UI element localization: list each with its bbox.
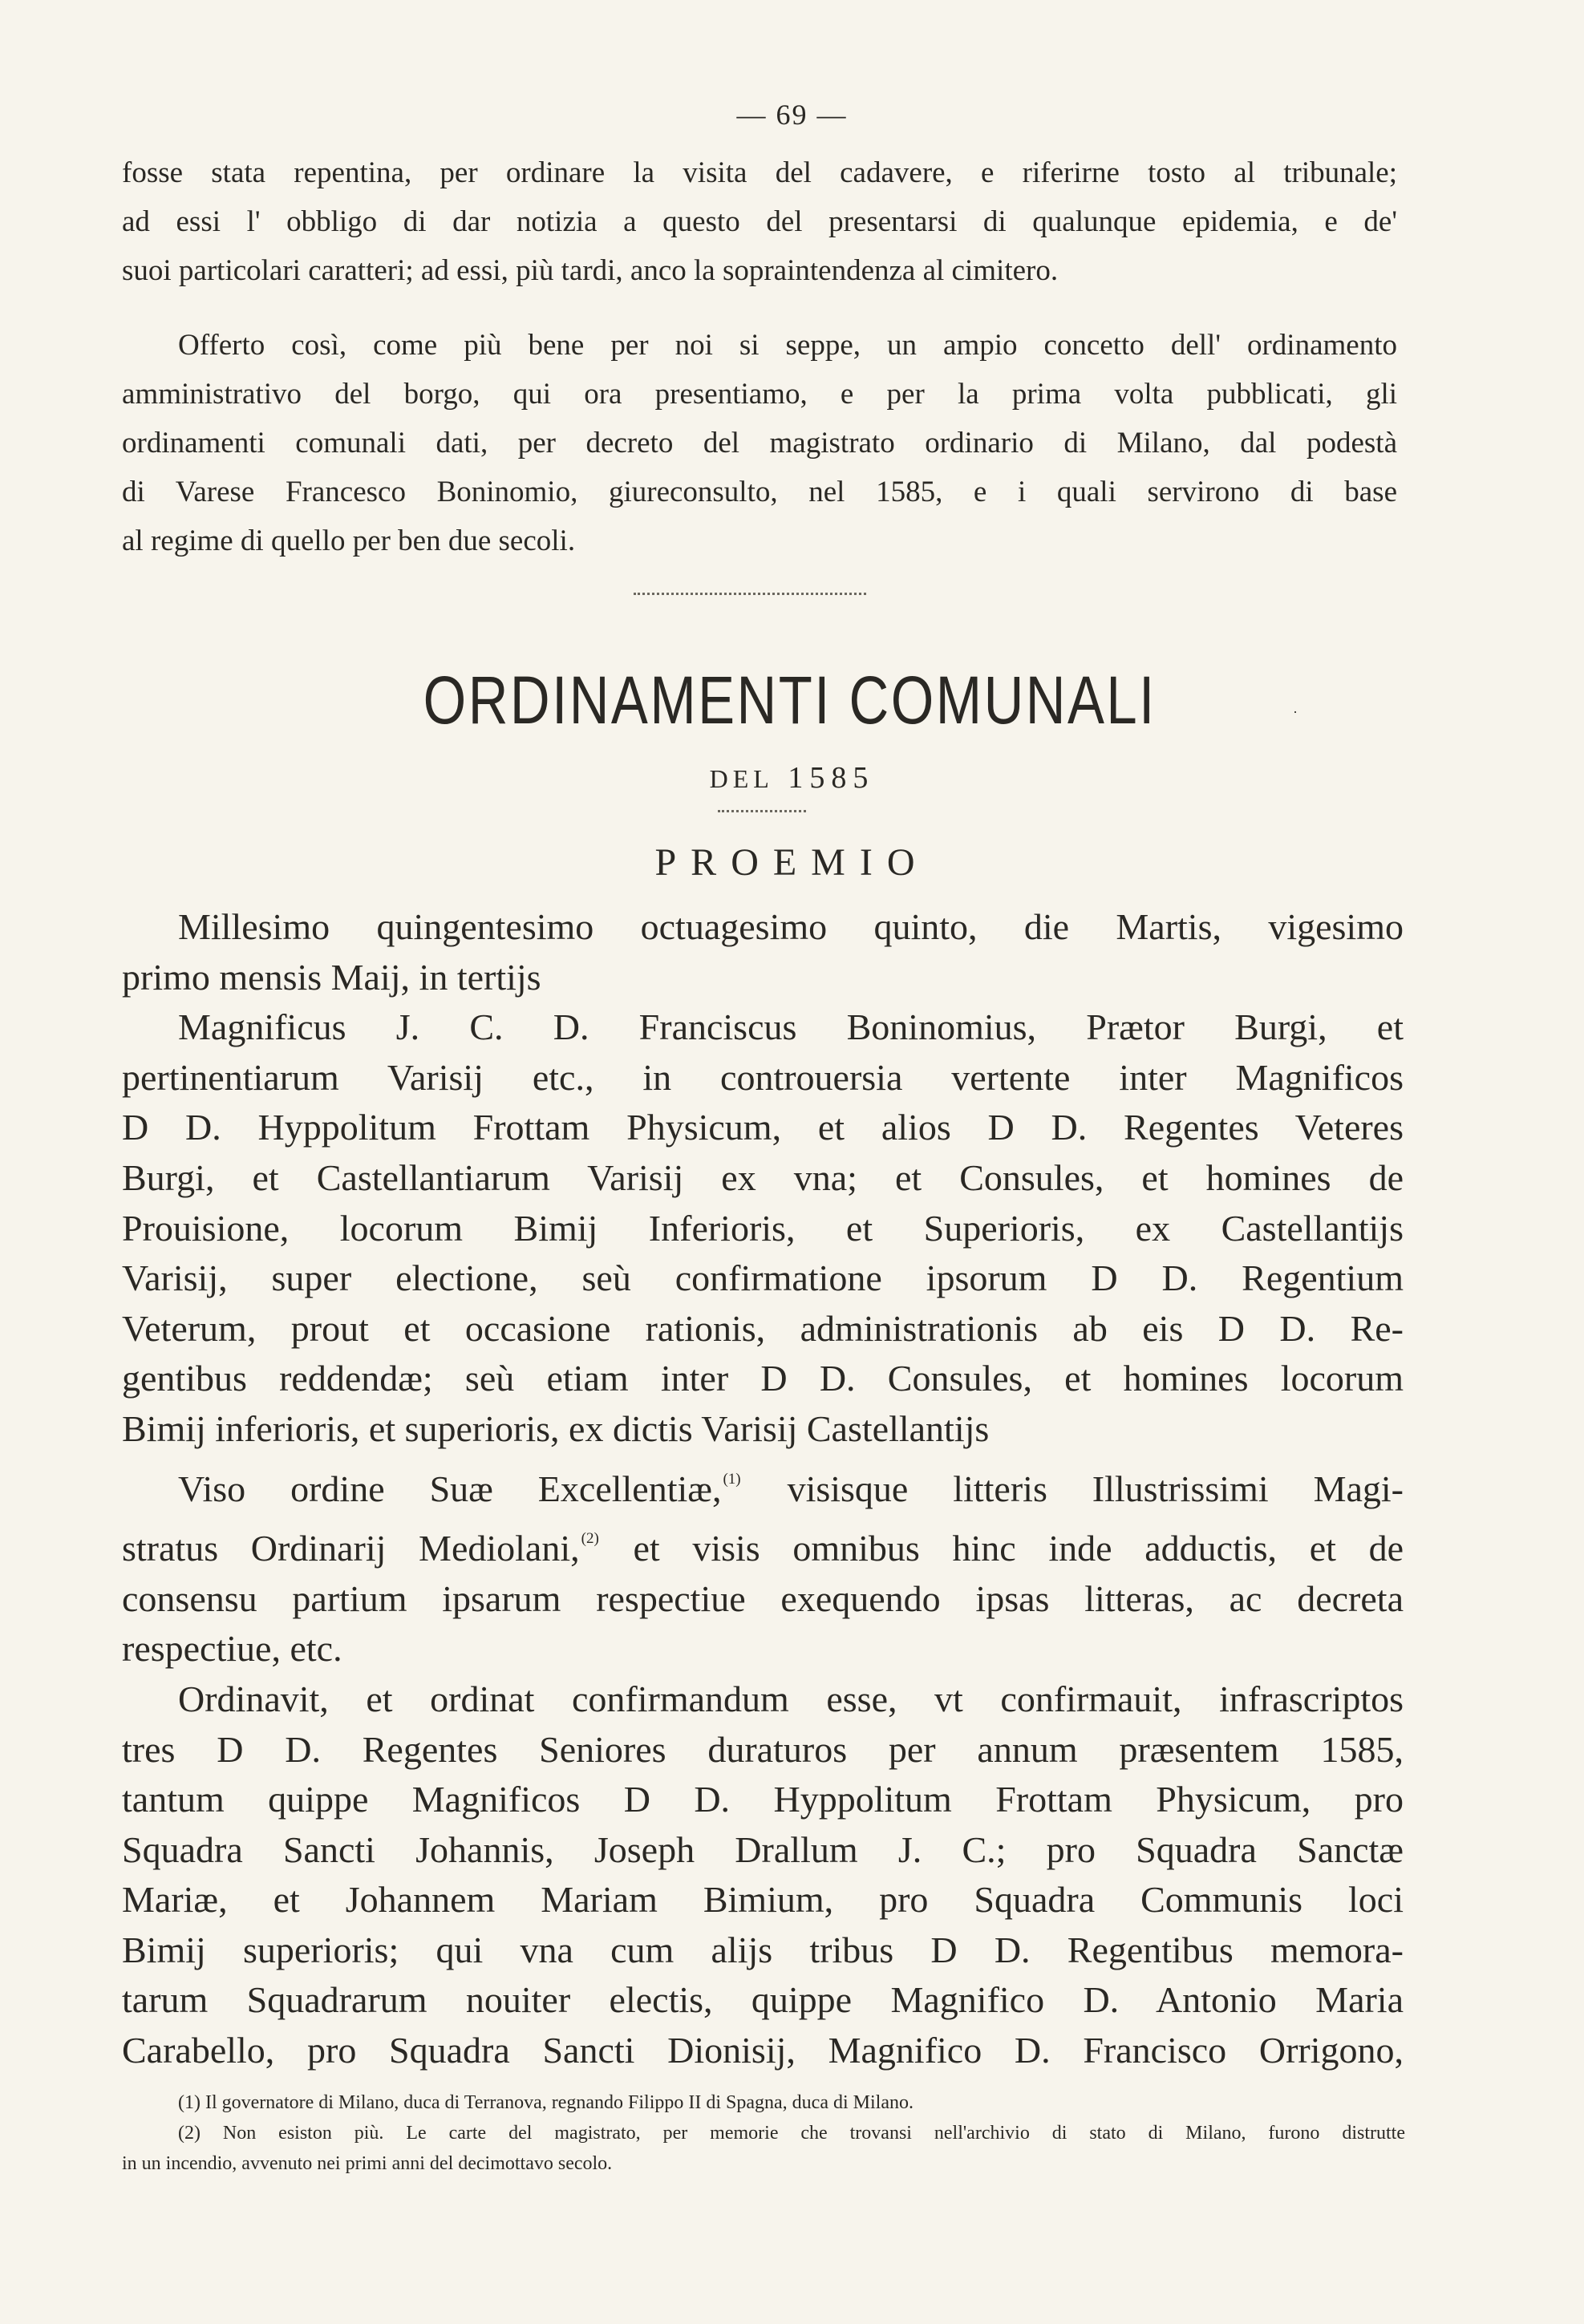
text-line: Magnificus J. C. D. Franciscus Boninomius, Prætor Burgi, et	[178, 1006, 1404, 1048]
text-line: respectiue, etc.	[122, 1628, 342, 1670]
text-line: pertinentiarum Varisij etc., in controuersia vertente inter Magnificos	[122, 1056, 1404, 1098]
section-subtitle	[0, 760, 1584, 796]
text-line: gentibus reddendæ; seù etiam inter D D. Consules, et homines locorum	[122, 1358, 1404, 1399]
text-line: tres D D. Regentes Seniores duraturos per annum præsentem 1585,	[122, 1728, 1404, 1770]
text-line: tarum Squadrarum nouiter electis, quippe Magnifico D. Antonio Maria	[122, 1979, 1404, 2021]
dotted-separator	[634, 593, 866, 595]
page-number: — 69 —	[736, 99, 848, 131]
footnote-2: (2) Non esiston più. Le carte del magistrato, per memorie che trovansi nell'archivio di stato di Milano, furono distrutte	[178, 2123, 1405, 2144]
footnote-ref-2[interactable]: (2)	[581, 1530, 599, 1548]
text-line: D D. Hyppolitum Frottam Physicum, et alios D D. Regentes Veteres	[122, 1107, 1404, 1148]
text-fragment: et visis omnibus hinc inde adductis, et de	[600, 1528, 1404, 1569]
proemio-heading: PROEMIO	[654, 841, 930, 884]
stray-mark: ·	[1293, 704, 1298, 720]
text-line: Mariæ, et Johannem Mariam Bimium, pro Squadra Communis loci	[122, 1879, 1404, 1921]
text-fragment: Viso ordine Suæ Excellentiæ,	[178, 1468, 722, 1509]
text-fragment: visisque litteris Illustrissimi Magi-	[742, 1468, 1404, 1509]
text-line: suoi particolari caratteri; ad essi, più tardi, anco la sopraintendenza al cimitero.	[122, 254, 1059, 287]
text-line: ad essi l' obbligo di dar notizia a questo del presentarsi di qualunque epidemia, e de'	[122, 205, 1397, 238]
text-line: Prouisione, locorum Bimij Inferioris, et Superioris, ex Castellantijs	[122, 1207, 1404, 1249]
text-line: Veterum, prout et occasione rationis, administrationis ab eis D D. Re-	[122, 1307, 1404, 1349]
text-line: ordinamenti comunali dati, per decreto del magistrato ordinario di Milano, dal podestà	[122, 427, 1397, 460]
text-line: consensu partium ipsarum respectiue exequendo ipsas litteras, ac decreta	[122, 1577, 1404, 1619]
text-line: al regime di quello per ben due secoli.	[122, 524, 576, 557]
text-line: Squadra Sancti Johannis, Joseph Drallum J. C.; pro Squadra Sanctæ	[122, 1828, 1404, 1870]
dotted-separator-small	[718, 810, 806, 812]
text-line: Burgi, et Castellantiarum Varisij ex vna; et Consules, et homines de	[122, 1156, 1404, 1198]
subtitle-prefix: DEL	[709, 764, 774, 793]
subtitle-year: 1585	[788, 761, 875, 795]
text-line: tantum quippe Magnificos D D. Hyppolitum Frottam Physicum, pro	[122, 1779, 1404, 1820]
text-line: fosse stata repentina, per ordinare la visita del cadavere, e riferirne tosto al tribunale;	[122, 156, 1397, 189]
footnote-2-continuation: in un incendio, avvenuto nei primi anni del decimottavo secolo.	[122, 2153, 613, 2174]
text-line: di Varese Francesco Boninomio, giureconsulto, nel 1585, e i quali servirono di base	[122, 476, 1397, 508]
proemio-text	[122, 902, 1404, 2076]
text-line-with-footnote	[122, 1455, 1404, 1515]
text-line: Millesimo quingentesimo octuagesimo quinto, die Martis, vigesimo	[178, 906, 1404, 947]
footnote-1: (1) Il governatore di Milano, duca di Terranova, regnando Filippo II di Spagna, duca di Milano.	[178, 2092, 914, 2113]
intro-paragraph-2	[122, 321, 1397, 565]
text-line-with-footnote	[122, 1514, 1404, 1574]
text-fragment: stratus Ordinarij Mediolani,	[122, 1528, 580, 1569]
text-line: Bimij superioris; qui vna cum alijs tribus D D. Regentibus memora-	[122, 1929, 1404, 1970]
text-line: Varisij, super electione, seù confirmatione ipsorum D D. Regentium	[122, 1257, 1404, 1299]
footnotes	[122, 2087, 1405, 2179]
text-line: primo mensis Maij, in tertijs	[122, 956, 541, 998]
section-title: ORDINAMENTI COMUNALI	[423, 662, 1157, 738]
footnote-ref-1[interactable]: (1)	[723, 1470, 741, 1488]
text-line: Offerto così, come più bene per noi si seppe, un ampio concetto dell' ordinamento	[178, 329, 1397, 362]
text-line: Carabello, pro Squadra Sancti Dionisij, Magnifico D. Francisco Orrigono,	[122, 2030, 1404, 2071]
intro-paragraph-1	[122, 148, 1397, 295]
text-line: amministrativo del borgo, qui ora presentiamo, e per la prima volta pubblicati, gli	[122, 378, 1397, 411]
text-line: Bimij inferioris, et superioris, ex dictis Varisij Castellantijs	[122, 1407, 990, 1449]
text-line: Ordinavit, et ordinat confirmandum esse, vt confirmauit, infrascriptos	[178, 1678, 1404, 1719]
